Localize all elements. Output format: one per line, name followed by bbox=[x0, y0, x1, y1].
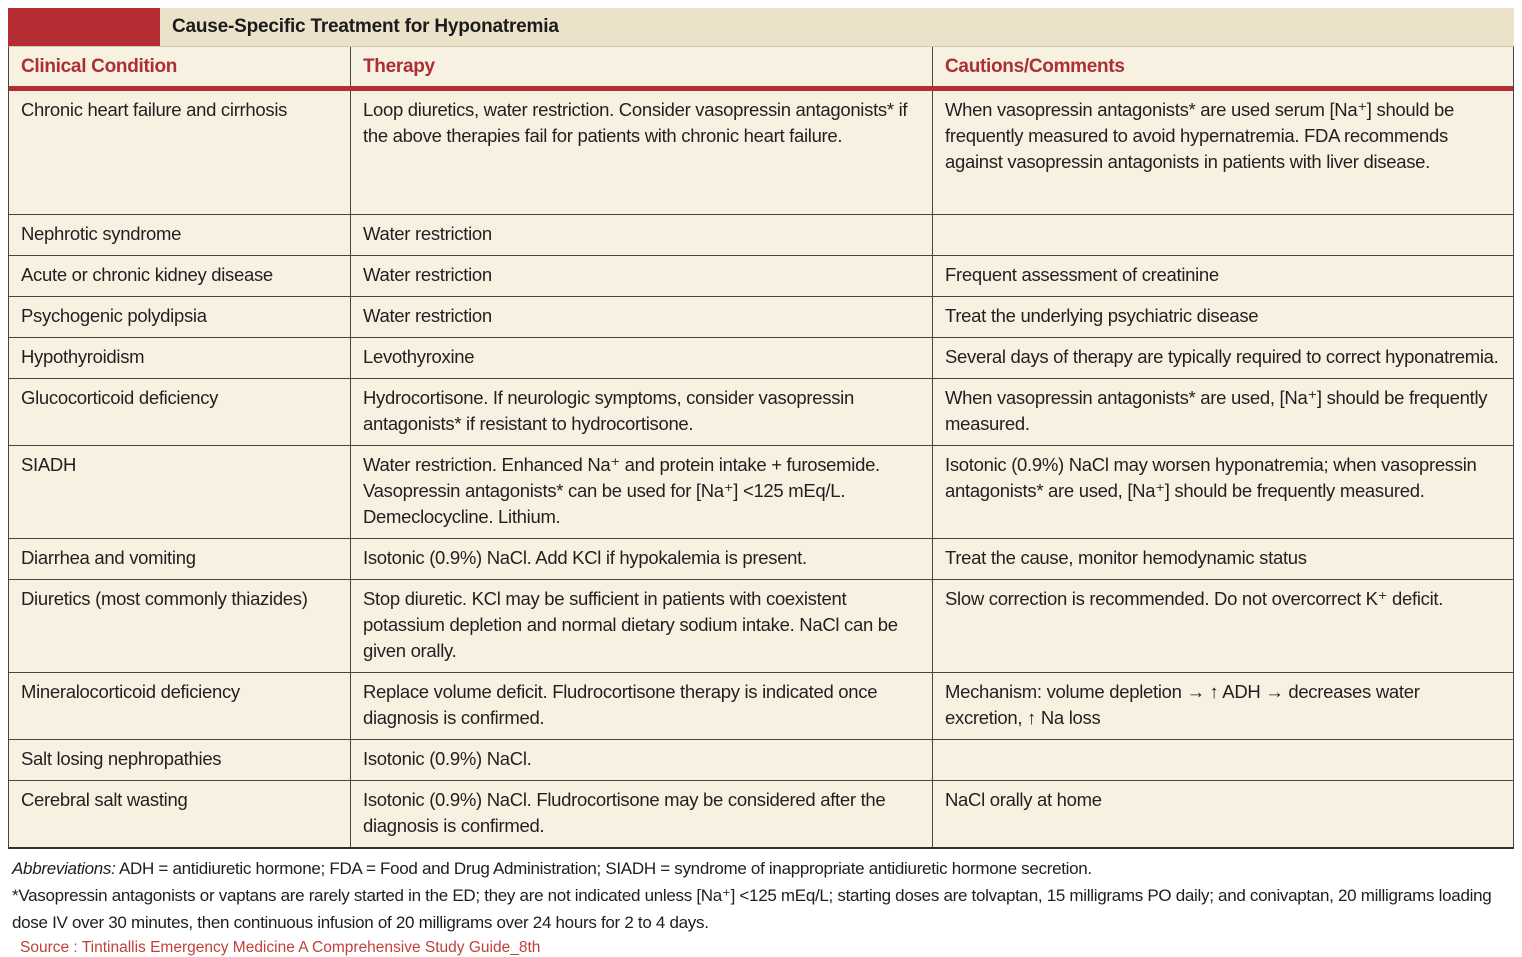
table-row bbox=[9, 338, 1513, 379]
table-body bbox=[9, 91, 1513, 849]
therapy-cell: Water restriction bbox=[350, 256, 932, 296]
therapy-cell: Replace volume deficit. Fludrocortisone therapy is indicated once diagnosis is confirmed. bbox=[350, 673, 932, 739]
condition-cell: Diarrhea and vomiting bbox=[21, 547, 196, 568]
condition-cell: SIADH bbox=[21, 454, 77, 475]
cautions-cell: Treat the underlying psychiatric disease bbox=[932, 297, 1513, 337]
therapy-cell: Isotonic (0.9%) NaCl. bbox=[350, 740, 932, 780]
condition-cell: Salt losing nephropathies bbox=[21, 748, 222, 769]
cautions-cell: Slow correction is recommended. Do not overcorrect K⁺ deficit. bbox=[932, 580, 1513, 672]
therapy-cell: Isotonic (0.9%) NaCl. Fludrocortisone may be considered after the diagnosis is confirmed. bbox=[350, 781, 932, 847]
table-header-row bbox=[9, 47, 1513, 91]
table-row bbox=[9, 740, 1513, 781]
table-row bbox=[9, 215, 1513, 256]
cautions-cell bbox=[932, 215, 1513, 255]
source-line: Source : Tintinallis Emergency Medicine A Comprehensive Study Guide_8th bbox=[20, 939, 541, 956]
abbreviations-line bbox=[12, 855, 1510, 882]
header-therapy: Therapy bbox=[350, 47, 932, 86]
cautions-cell: Several days of therapy are typically required to correct hyponatremia. bbox=[932, 338, 1513, 378]
table-row bbox=[9, 297, 1513, 338]
cautions-cell: NaCl orally at home bbox=[932, 781, 1513, 847]
condition-cell: Nephrotic syndrome bbox=[21, 223, 182, 244]
cautions-cell: Isotonic (0.9%) NaCl may worsen hyponatremia; when vasopressin antagonists* are used, [Na⁺] should be frequently measured. bbox=[932, 446, 1513, 538]
table-row bbox=[9, 781, 1513, 849]
red-accent-block bbox=[8, 8, 160, 46]
therapy-cell: Hydrocortisone. If neurologic symptoms, consider vasopressin antagonists* if resistant to hydrocortisone. bbox=[350, 379, 932, 445]
cautions-cell: Treat the cause, monitor hemodynamic status bbox=[932, 539, 1513, 579]
therapy-cell: Water restriction bbox=[350, 215, 932, 255]
condition-cell: Cerebral salt wasting bbox=[21, 789, 188, 810]
cautions-cell: When vasopressin antagonists* are used, [Na⁺] should be frequently measured. bbox=[932, 379, 1513, 445]
table-row bbox=[9, 539, 1513, 580]
condition-cell: Psychogenic polydipsia bbox=[21, 305, 207, 326]
cautions-cell: When vasopressin antagonists* are used serum [Na⁺] should be frequently measured to avoid hypernatremia. FDA recommends against vasopressin antagonists in patients with liver disease. bbox=[932, 91, 1513, 214]
cautions-cell bbox=[932, 740, 1513, 780]
asterisk-note: *Vasopressin antagonists or vaptans are rarely started in the ED; they are not indicated unless [Na⁺] <125 mEq/L; starting doses are tolvaptan, 15 milligrams PO daily; and conivaptan, 20 milligrams loading dose IV over 30 minutes, then continuous infusion of 20 milligrams over 24 hours for 2 to 4 days. bbox=[12, 886, 1492, 932]
table-row bbox=[9, 673, 1513, 740]
therapy-cell: Isotonic (0.9%) NaCl. Add KCl if hypokalemia is present. bbox=[350, 539, 932, 579]
therapy-cell: Water restriction. Enhanced Na⁺ and protein intake + furosemide. Vasopressin antagonists* can be used for [Na⁺] <125 mEq/L. Demeclocycline. Lithium. bbox=[350, 446, 932, 538]
footnotes bbox=[8, 849, 1514, 957]
condition-cell: Chronic heart failure and cirrhosis bbox=[21, 99, 288, 120]
therapy-cell: Water restriction bbox=[350, 297, 932, 337]
condition-cell: Acute or chronic kidney disease bbox=[21, 264, 273, 285]
table-title: Cause-Specific Treatment for Hyponatremia bbox=[172, 16, 559, 37]
therapy-cell: Loop diuretics, water restriction. Consider vasopressin antagonists* if the above therapies fail for patients with chronic heart failure. bbox=[350, 91, 932, 214]
cautions-cell: Mechanism: volume depletion → ↑ ADH → decreases water excretion, ↑ Na loss bbox=[932, 673, 1513, 739]
condition-cell: Hypothyroidism bbox=[21, 346, 145, 367]
abbreviations-text: ADH = antidiuretic hormone; FDA = Food and Drug Administration; SIADH = syndrome of inappropriate antidiuretic hormone secretion. bbox=[115, 859, 1092, 878]
condition-cell: Mineralocorticoid deficiency bbox=[21, 681, 240, 702]
hyponatremia-table bbox=[8, 46, 1514, 849]
table-title-bar bbox=[8, 8, 1514, 46]
abbreviations-label: Abbreviations: bbox=[12, 859, 116, 878]
table-row bbox=[9, 379, 1513, 446]
table-row bbox=[9, 91, 1513, 215]
table-row bbox=[9, 580, 1513, 673]
condition-cell: Glucocorticoid deficiency bbox=[21, 387, 219, 408]
cautions-cell: Frequent assessment of creatinine bbox=[932, 256, 1513, 296]
condition-cell: Diuretics (most commonly thiazides) bbox=[21, 588, 308, 609]
table-row bbox=[9, 256, 1513, 297]
header-cautions-comments: Cautions/Comments bbox=[932, 47, 1513, 86]
therapy-cell: Stop diuretic. KCl may be sufficient in patients with coexistent potassium depletion and normal dietary sodium intake. NaCl can be given orally. bbox=[350, 580, 932, 672]
therapy-cell: Levothyroxine bbox=[350, 338, 932, 378]
title-strip bbox=[160, 8, 1514, 46]
header-clinical-condition: Clinical Condition bbox=[21, 56, 178, 77]
table-row bbox=[9, 446, 1513, 539]
